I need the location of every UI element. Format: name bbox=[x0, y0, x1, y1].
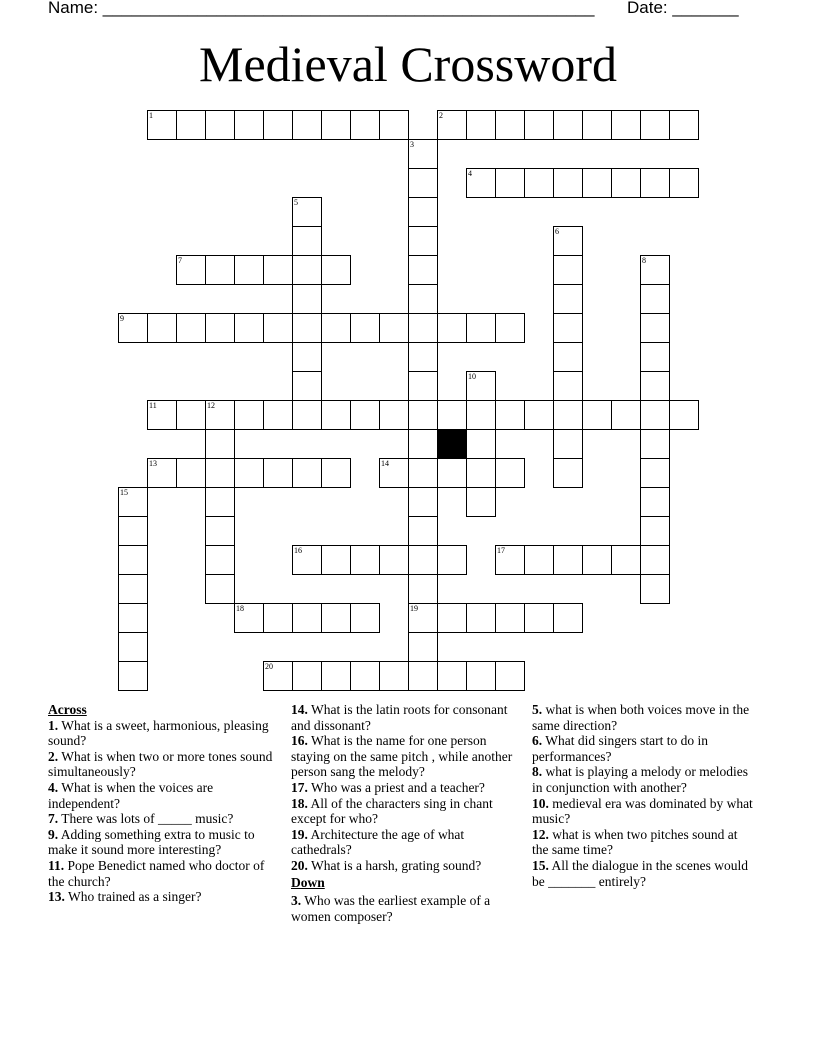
grid-block bbox=[437, 429, 467, 459]
grid-cell[interactable] bbox=[437, 545, 467, 575]
across-clue bbox=[48, 858, 273, 889]
grid-cell[interactable] bbox=[292, 458, 322, 488]
grid-cell[interactable] bbox=[263, 458, 293, 488]
grid-cell[interactable] bbox=[176, 400, 206, 430]
grid-cell[interactable] bbox=[147, 313, 177, 343]
grid-cell[interactable] bbox=[495, 545, 525, 575]
clue-number-label: 10. bbox=[532, 795, 549, 811]
grid-cell[interactable] bbox=[292, 342, 322, 372]
clue-number-label: 20. bbox=[291, 857, 308, 873]
grid-cell[interactable] bbox=[118, 487, 148, 517]
grid-cell[interactable] bbox=[553, 545, 583, 575]
grid-cell[interactable] bbox=[437, 400, 467, 430]
grid-cell[interactable] bbox=[379, 545, 409, 575]
clue-number: 6 bbox=[555, 227, 559, 236]
grid-cell[interactable] bbox=[379, 458, 409, 488]
clue-number: 14 bbox=[381, 459, 389, 468]
down-clue bbox=[532, 733, 757, 764]
grid-cell[interactable] bbox=[408, 603, 438, 633]
grid-cell[interactable] bbox=[321, 545, 351, 575]
grid-cell[interactable] bbox=[292, 371, 322, 401]
grid-cell[interactable] bbox=[495, 313, 525, 343]
grid-cell[interactable] bbox=[263, 400, 293, 430]
grid-cell[interactable] bbox=[321, 400, 351, 430]
grid-cell[interactable] bbox=[321, 661, 351, 691]
grid-cell[interactable] bbox=[466, 429, 496, 459]
grid-cell[interactable] bbox=[640, 168, 670, 198]
grid-cell[interactable] bbox=[350, 400, 380, 430]
grid-cell[interactable] bbox=[640, 313, 670, 343]
grid-cell[interactable] bbox=[553, 168, 583, 198]
clue-text: what is when both voices move in the same direction? bbox=[532, 702, 750, 733]
grid-cell[interactable] bbox=[234, 110, 264, 140]
grid-cell[interactable] bbox=[408, 661, 438, 691]
clue-number-label: 12. bbox=[532, 826, 549, 842]
grid-cell[interactable] bbox=[118, 603, 148, 633]
across-clue bbox=[48, 718, 273, 749]
clue-text: All the dialogue in the scenes would be _______ entirely? bbox=[532, 857, 748, 889]
grid-cell[interactable] bbox=[640, 458, 670, 488]
down-clue bbox=[532, 702, 757, 733]
clue-number-label: 13. bbox=[48, 889, 65, 905]
grid-cell[interactable] bbox=[350, 545, 380, 575]
clue-text: Who was a priest and a teacher? bbox=[307, 779, 485, 795]
across-clue bbox=[291, 702, 516, 733]
grid-cell[interactable] bbox=[524, 110, 554, 140]
grid-cell[interactable] bbox=[176, 255, 206, 285]
grid-cell[interactable] bbox=[350, 603, 380, 633]
clue-number: 17 bbox=[497, 546, 505, 555]
clue-number-label: 15. bbox=[532, 857, 549, 873]
grid-cell[interactable] bbox=[408, 139, 438, 169]
clue-text: Who trained as a singer? bbox=[64, 889, 202, 905]
grid-cell[interactable] bbox=[379, 400, 409, 430]
clue-number: 2 bbox=[439, 111, 443, 120]
grid-cell[interactable] bbox=[292, 603, 322, 633]
grid-cell[interactable] bbox=[640, 516, 670, 546]
grid-cell[interactable] bbox=[292, 284, 322, 314]
across-clue bbox=[291, 733, 516, 780]
grid-cell[interactable] bbox=[408, 487, 438, 517]
clue-number-label: 16. bbox=[291, 733, 308, 749]
date-field: Date: _______ bbox=[627, 0, 739, 17]
grid-cell[interactable] bbox=[118, 661, 148, 691]
grid-cell[interactable] bbox=[205, 255, 235, 285]
across-clue bbox=[291, 780, 516, 796]
across-clue bbox=[291, 858, 516, 874]
across-clue bbox=[48, 749, 273, 780]
grid-cell[interactable] bbox=[408, 516, 438, 546]
grid-cell[interactable] bbox=[292, 661, 322, 691]
grid-cell[interactable] bbox=[234, 255, 264, 285]
grid-cell[interactable] bbox=[437, 661, 467, 691]
clues-column-3 bbox=[532, 702, 757, 889]
grid-cell[interactable] bbox=[495, 168, 525, 198]
across-clue bbox=[48, 827, 273, 858]
clue-number-label: 14. bbox=[291, 702, 308, 717]
clue-text: Pope Benedict named who doctor of the church? bbox=[48, 857, 265, 889]
clues-column-2 bbox=[291, 702, 516, 924]
clue-text: What is the latin roots for consonant and dissonant? bbox=[291, 702, 508, 733]
grid-cell[interactable] bbox=[176, 110, 206, 140]
grid-cell[interactable] bbox=[379, 661, 409, 691]
grid-cell[interactable] bbox=[176, 458, 206, 488]
clue-text: Adding something extra to music to make it sound more interesting? bbox=[48, 826, 255, 858]
clue-number-label: 3. bbox=[291, 893, 302, 909]
clue-text: All of the characters sing in chant except for who? bbox=[291, 795, 493, 827]
grid-cell[interactable] bbox=[669, 168, 699, 198]
clue-number: 20 bbox=[265, 662, 273, 671]
grid-cell[interactable] bbox=[611, 168, 641, 198]
grid-cell[interactable] bbox=[234, 400, 264, 430]
grid-cell[interactable] bbox=[205, 400, 235, 430]
grid-cell[interactable] bbox=[292, 226, 322, 256]
clue-text: Who was the earliest example of a women composer? bbox=[291, 893, 491, 924]
grid-cell[interactable] bbox=[640, 110, 670, 140]
grid-cell[interactable] bbox=[640, 371, 670, 401]
down-clue bbox=[291, 893, 516, 924]
across-clue bbox=[48, 811, 273, 827]
grid-cell[interactable] bbox=[640, 574, 670, 604]
grid-cell[interactable] bbox=[292, 545, 322, 575]
clue-number-label: 17. bbox=[291, 779, 308, 795]
grid-cell[interactable] bbox=[234, 458, 264, 488]
grid-cell[interactable] bbox=[118, 545, 148, 575]
grid-cell[interactable] bbox=[263, 313, 293, 343]
grid-cell[interactable] bbox=[466, 110, 496, 140]
grid-cell[interactable] bbox=[640, 545, 670, 575]
name-field: Name: ____________________________________________________ bbox=[48, 0, 595, 17]
clue-number: 16 bbox=[294, 546, 302, 555]
clue-text: What is when the voices are independent? bbox=[48, 779, 214, 811]
clue-text: Architecture the age of what cathedrals? bbox=[291, 826, 465, 858]
grid-cell[interactable] bbox=[321, 110, 351, 140]
grid-cell[interactable] bbox=[466, 603, 496, 633]
grid-cell[interactable] bbox=[611, 545, 641, 575]
grid-cell[interactable] bbox=[408, 284, 438, 314]
grid-cell[interactable] bbox=[292, 400, 322, 430]
grid-cell[interactable] bbox=[582, 545, 612, 575]
grid-cell[interactable] bbox=[379, 313, 409, 343]
grid-cell[interactable] bbox=[118, 313, 148, 343]
grid-cell[interactable] bbox=[147, 458, 177, 488]
grid-cell[interactable] bbox=[466, 313, 496, 343]
grid-cell[interactable] bbox=[495, 400, 525, 430]
grid-cell[interactable] bbox=[640, 342, 670, 372]
clue-text: What is the name for one person staying on the same pitch , while another person sang the melody? bbox=[291, 733, 513, 780]
grid-cell[interactable] bbox=[350, 110, 380, 140]
grid-cell[interactable] bbox=[205, 313, 235, 343]
grid-cell[interactable] bbox=[466, 400, 496, 430]
grid-cell[interactable] bbox=[292, 197, 322, 227]
grid-cell[interactable] bbox=[408, 168, 438, 198]
grid-cell[interactable] bbox=[408, 632, 438, 662]
grid-cell[interactable] bbox=[408, 313, 438, 343]
grid-cell[interactable] bbox=[263, 255, 293, 285]
grid-cell[interactable] bbox=[553, 284, 583, 314]
grid-cell[interactable] bbox=[205, 110, 235, 140]
grid-cell[interactable] bbox=[437, 313, 467, 343]
grid-cell[interactable] bbox=[292, 313, 322, 343]
clue-number-label: 6. bbox=[532, 733, 543, 749]
clue-text: what is when two pitches sound at the same time? bbox=[532, 826, 738, 858]
grid-cell[interactable] bbox=[553, 342, 583, 372]
clue-number: 19 bbox=[410, 604, 418, 613]
grid-cell[interactable] bbox=[379, 110, 409, 140]
grid-cell[interactable] bbox=[611, 400, 641, 430]
grid-cell[interactable] bbox=[466, 487, 496, 517]
clue-text: medieval era was dominated by what music? bbox=[532, 795, 753, 827]
grid-cell[interactable] bbox=[669, 400, 699, 430]
clue-number: 5 bbox=[294, 198, 298, 207]
clue-text: what is playing a melody or melodies in conjunction with another? bbox=[532, 764, 748, 795]
across-heading: Across bbox=[48, 702, 87, 717]
grid-cell[interactable] bbox=[408, 429, 438, 459]
grid-cell[interactable] bbox=[118, 574, 148, 604]
grid-cell[interactable] bbox=[437, 458, 467, 488]
clue-text: There was lots of _____ music? bbox=[58, 811, 234, 827]
clue-text: What is when two or more tones sound simultaneously? bbox=[48, 748, 273, 780]
clue-number-label: 5. bbox=[532, 702, 543, 717]
grid-cell[interactable] bbox=[524, 603, 554, 633]
grid-cell[interactable] bbox=[640, 487, 670, 517]
grid-cell[interactable] bbox=[408, 342, 438, 372]
grid-cell[interactable] bbox=[350, 313, 380, 343]
down-heading: Down bbox=[291, 874, 325, 890]
grid-cell[interactable] bbox=[553, 429, 583, 459]
clue-number: 10 bbox=[468, 372, 476, 381]
grid-cell[interactable] bbox=[466, 661, 496, 691]
grid-cell[interactable] bbox=[408, 458, 438, 488]
grid-cell[interactable] bbox=[437, 110, 467, 140]
clue-number: 9 bbox=[120, 314, 124, 323]
grid-cell[interactable] bbox=[495, 603, 525, 633]
grid-cell[interactable] bbox=[582, 168, 612, 198]
clue-number: 11 bbox=[149, 401, 157, 410]
grid-cell[interactable] bbox=[350, 661, 380, 691]
grid-cell[interactable] bbox=[234, 603, 264, 633]
grid-cell[interactable] bbox=[640, 284, 670, 314]
grid-cell[interactable] bbox=[408, 197, 438, 227]
clue-number-label: 18. bbox=[291, 795, 308, 811]
grid-cell[interactable] bbox=[205, 458, 235, 488]
across-clue bbox=[291, 827, 516, 858]
across-clue bbox=[48, 780, 273, 811]
grid-cell[interactable] bbox=[205, 516, 235, 546]
clue-number: 8 bbox=[642, 256, 646, 265]
clue-number: 3 bbox=[410, 140, 414, 149]
grid-cell[interactable] bbox=[495, 110, 525, 140]
grid-cell[interactable] bbox=[205, 487, 235, 517]
grid-cell[interactable] bbox=[553, 458, 583, 488]
across-clue bbox=[48, 889, 273, 905]
clue-number: 12 bbox=[207, 401, 215, 410]
grid-cell[interactable] bbox=[669, 110, 699, 140]
grid-cell[interactable] bbox=[495, 458, 525, 488]
grid-cell[interactable] bbox=[321, 603, 351, 633]
clue-number-label: 2. bbox=[48, 748, 59, 764]
grid-cell[interactable] bbox=[408, 226, 438, 256]
grid-cell[interactable] bbox=[118, 632, 148, 662]
down-clue bbox=[532, 858, 757, 889]
clue-number-label: 1. bbox=[48, 717, 59, 733]
grid-cell[interactable] bbox=[408, 574, 438, 604]
grid-cell[interactable] bbox=[640, 255, 670, 285]
grid-cell[interactable] bbox=[582, 110, 612, 140]
clue-number: 13 bbox=[149, 459, 157, 468]
grid-cell[interactable] bbox=[147, 400, 177, 430]
grid-cell[interactable] bbox=[321, 313, 351, 343]
grid-cell[interactable] bbox=[611, 110, 641, 140]
clue-number-label: 9. bbox=[48, 826, 59, 842]
clues-column-1 bbox=[48, 702, 273, 905]
grid-cell[interactable] bbox=[263, 110, 293, 140]
clue-number-label: 19. bbox=[291, 826, 308, 842]
grid-cell[interactable] bbox=[408, 255, 438, 285]
clue-number: 1 bbox=[149, 111, 153, 120]
clue-number-label: 11. bbox=[48, 857, 65, 873]
grid-cell[interactable] bbox=[495, 661, 525, 691]
grid-cell[interactable] bbox=[263, 603, 293, 633]
grid-cell[interactable] bbox=[466, 458, 496, 488]
grid-cell[interactable] bbox=[553, 371, 583, 401]
grid-cell[interactable] bbox=[234, 313, 264, 343]
grid-cell[interactable] bbox=[263, 661, 293, 691]
grid-cell[interactable] bbox=[466, 371, 496, 401]
grid-cell[interactable] bbox=[553, 313, 583, 343]
grid-cell[interactable] bbox=[582, 400, 612, 430]
grid-cell[interactable] bbox=[640, 400, 670, 430]
down-clue bbox=[532, 796, 757, 827]
page-title: Medieval Crossword bbox=[199, 36, 617, 92]
across-clue bbox=[291, 796, 516, 827]
grid-cell[interactable] bbox=[437, 603, 467, 633]
grid-cell[interactable] bbox=[147, 110, 177, 140]
grid-cell[interactable] bbox=[176, 313, 206, 343]
clue-text: What did singers start to do in performances? bbox=[532, 733, 708, 764]
grid-cell[interactable] bbox=[553, 110, 583, 140]
grid-cell[interactable] bbox=[408, 400, 438, 430]
grid-cell[interactable] bbox=[524, 400, 554, 430]
grid-cell[interactable] bbox=[205, 429, 235, 459]
clue-number: 4 bbox=[468, 169, 472, 178]
grid-cell[interactable] bbox=[408, 371, 438, 401]
grid-cell[interactable] bbox=[292, 255, 322, 285]
grid-cell[interactable] bbox=[292, 110, 322, 140]
grid-cell[interactable] bbox=[118, 516, 148, 546]
clue-number-label: 4. bbox=[48, 779, 59, 795]
grid-cell[interactable] bbox=[466, 168, 496, 198]
grid-cell[interactable] bbox=[553, 226, 583, 256]
clue-number: 15 bbox=[120, 488, 128, 497]
grid-cell[interactable] bbox=[205, 545, 235, 575]
grid-cell[interactable] bbox=[321, 458, 351, 488]
grid-cell[interactable] bbox=[640, 429, 670, 459]
grid-cell[interactable] bbox=[553, 255, 583, 285]
grid-cell[interactable] bbox=[205, 574, 235, 604]
down-clue bbox=[532, 764, 757, 795]
grid-cell[interactable] bbox=[524, 168, 554, 198]
grid-cell[interactable] bbox=[553, 603, 583, 633]
clue-number-label: 7. bbox=[48, 811, 59, 827]
grid-cell[interactable] bbox=[524, 545, 554, 575]
grid-cell[interactable] bbox=[553, 400, 583, 430]
grid-cell[interactable] bbox=[321, 255, 351, 285]
clue-text: What is a harsh, grating sound? bbox=[307, 857, 482, 873]
clue-number: 18 bbox=[236, 604, 244, 613]
clue-text: What is a sweet, harmonious, pleasing sound? bbox=[48, 717, 269, 749]
clue-number-label: 8. bbox=[532, 764, 543, 780]
grid-cell[interactable] bbox=[408, 545, 438, 575]
clue-number: 7 bbox=[178, 256, 182, 265]
down-clue bbox=[532, 827, 757, 858]
